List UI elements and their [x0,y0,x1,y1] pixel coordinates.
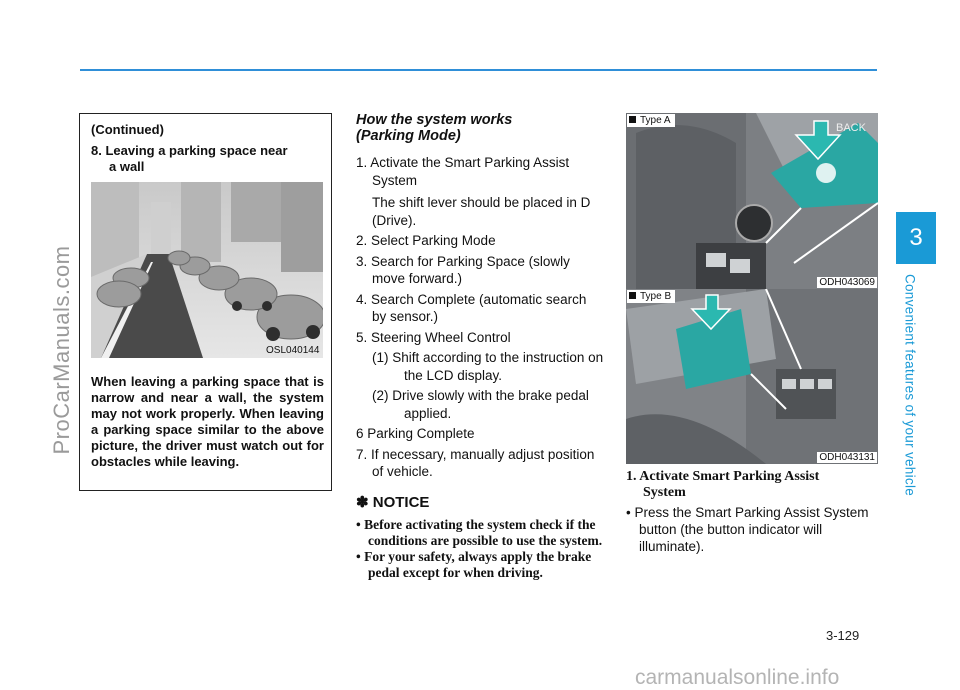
step-text: 3. Search for Parking Space (slowly move forward.) [356,253,570,286]
figure-code: OSL040144 [266,345,320,356]
side-watermark: ProCarManuals.com [49,245,74,455]
notice-list [356,517,604,581]
activate-heading-line1: 1. Activate Smart Parking Assist [626,469,820,484]
step-text: 4. Search Complete (automatic search by sensor.) [356,291,587,324]
type-a-label: Type A [640,115,671,126]
activate-instruction: • Press the Smart Parking Assist System button (the button indicator will illuminate). [626,505,869,554]
type-a-tag [627,114,675,127]
list-item: • Before activating the system check if the conditions are possible to use the system. [356,516,603,548]
square-bullet-icon [629,292,636,299]
parking-wall-drawing [91,182,323,358]
item-number: 8. [91,143,102,158]
continued-label: (Continued) [91,122,164,137]
list-item [356,425,604,443]
step-text: 7. If necessary, manually adjust position of vehicle. [356,446,595,479]
parking-wall-illustration [91,182,323,358]
step-note: The shift lever should be placed in D (Drive). [372,195,591,228]
type-b-label: Type B [640,291,672,302]
warning-text: When leaving a parking space that is narrow and near a wall, the system may not work properly. When leaving a parking space similar to the above picture, the driver must watch out for obstacles while leaving. [91,374,324,469]
sub-step: (1) Shift according to the instruction on the LCD display. [372,350,604,383]
console-a-drawing [626,113,878,289]
console-b-drawing [626,289,878,464]
item-title [91,143,323,175]
header-rule [80,69,877,71]
page-number: 3-129 [826,628,860,643]
svg-text:BACK: BACK [836,122,866,134]
list-item [356,232,604,250]
how-it-works-section [356,112,604,581]
section-heading-line2: (Parking Mode) [356,128,461,144]
steps-list [356,154,604,481]
item-title-line1: Leaving a parking space near [105,143,288,158]
square-bullet-icon [629,116,636,123]
sub-step: (2) Drive slowly with the brake pedal applied. [372,388,589,421]
list-item [356,253,604,288]
step-text: 2. Select Parking Mode [356,233,496,248]
step-text: 1. Activate the Smart Parking Assist System [356,155,570,188]
notice-heading: ✽ NOTICE [356,493,430,511]
activate-heading-line2: System [643,485,686,500]
continued-warning-box [79,113,332,491]
list-item [356,446,604,481]
bottom-watermark: carmanualsonline.info [635,666,840,689]
chapter-title: Convenient features of your vehicle [902,273,918,497]
list-item [356,329,604,423]
list-item: • For your safety, always apply the brake pedal except for when driving. [356,548,592,580]
section-heading [356,112,604,144]
step-text: 6 Parking Complete [356,426,475,441]
type-b-console-photo [626,289,878,464]
list-item [356,291,604,326]
sub-steps [356,349,604,422]
type-a-console-photo [626,113,878,289]
activate-heading [626,469,878,501]
type-b-figure-code: ODH043131 [819,452,875,463]
type-a-figure-code: ODH043069 [819,277,875,288]
item-title-line2: a wall [109,159,145,174]
list-item [356,154,604,229]
section-heading-line1: How the system works [356,112,513,128]
step-text: 5. Steering Wheel Control [356,329,511,345]
chapter-tab: 3 [896,212,936,264]
type-b-tag [627,290,675,303]
